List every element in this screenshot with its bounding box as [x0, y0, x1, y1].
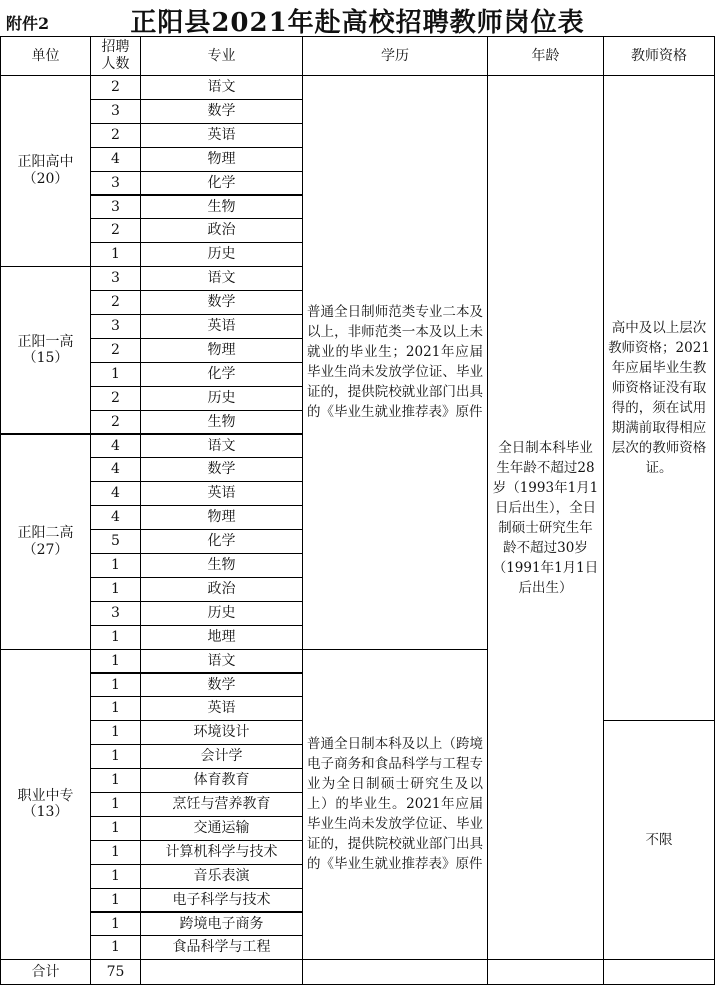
recruit-count: 3: [111, 102, 120, 119]
recruit-count: 3: [111, 270, 120, 287]
major-cell: [140, 840, 303, 865]
education-requirement: [302, 649, 488, 961]
major-cell: [140, 768, 303, 793]
total-label: 合计: [31, 963, 60, 980]
recruit-count: 1: [111, 748, 120, 765]
unit-cell: [0, 266, 91, 434]
recruit-count: 1: [111, 652, 120, 669]
unit-cell: [0, 649, 91, 961]
recruit-count: 2: [111, 341, 120, 358]
recruit-count-cell: [90, 362, 141, 387]
major-name: 交通运输: [193, 819, 250, 836]
major-cell: [140, 601, 303, 626]
total-blank-cell: [302, 959, 488, 985]
major-name: 历史: [207, 604, 236, 621]
major-name: 生物: [207, 413, 236, 430]
major-cell: [140, 553, 303, 578]
recruit-count-cell: [90, 816, 141, 841]
major-name: 跨境电子商务: [179, 915, 264, 932]
column-header: [603, 36, 715, 76]
major-name: 化学: [207, 533, 236, 550]
total-blank-cell: [487, 959, 604, 985]
unit-count: （13）: [22, 804, 69, 821]
major-cell: [140, 481, 303, 506]
major-name: 会计学: [200, 748, 243, 765]
unit-count: （27）: [22, 541, 69, 558]
major-name: 语文: [207, 652, 236, 669]
recruit-count: 1: [111, 557, 120, 574]
column-header-label: 教师资格: [631, 47, 687, 64]
qualification-text: 高中及以上层次教师资格；2021年应届毕业生教师资格证没有取得的，须在试用期满前取得相应层次的教师资格证。: [608, 320, 710, 477]
recruit-count-cell: [90, 625, 141, 650]
total-blank-cell: [140, 959, 303, 985]
recruit-count-cell: [90, 434, 141, 459]
document-header: [0, 0, 715, 36]
recruit-count: 3: [111, 198, 120, 215]
recruit-count: 4: [111, 150, 120, 167]
qualification-text: 不限: [645, 832, 673, 849]
major-cell: [140, 123, 303, 148]
column-header: [90, 36, 141, 76]
education-text: 普通全日制本科及以上（跨境电子商务和食品科学与工程专业为全日制硕士研究生及以上）的毕业生。2021年应届毕业生尚未发放学位证、毕业证的，提供院校就业部门出具的《毕业生就业推荐表》原件: [307, 736, 483, 873]
recruit-count: 1: [111, 939, 120, 956]
recruit-count: 2: [111, 294, 120, 311]
major-cell: [140, 410, 303, 435]
major-cell: [140, 195, 303, 220]
recruit-count-cell: [90, 99, 141, 124]
recruit-count-cell: [90, 410, 141, 435]
page-title: 正阳县2021年赴高校招聘教师岗位表: [130, 8, 585, 38]
major-cell: [140, 362, 303, 387]
major-name: 语文: [207, 79, 236, 96]
major-name: 环境设计: [193, 724, 250, 741]
major-name: 物理: [207, 509, 236, 526]
education-text: 普通全日制师范类专业二本及以上，非师范类一本及以上未就业的毕业生；2021年应届毕业生尚未发放学位证、毕业证的，提供院校就业部门出具的《毕业生就业推荐表》原件: [307, 304, 483, 421]
major-name: 数学: [207, 676, 236, 693]
total-label-cell: [0, 959, 91, 985]
major-cell: [140, 290, 303, 315]
recruit-count: 2: [111, 79, 120, 96]
education-requirement: [302, 75, 488, 650]
major-name: 食品科学与工程: [172, 939, 271, 956]
recruit-count-cell: [90, 553, 141, 578]
major-name: 计算机科学与技术: [165, 843, 278, 860]
major-cell: [140, 434, 303, 459]
total-value-cell: [90, 959, 141, 985]
age-requirement: [487, 75, 604, 960]
major-cell: [140, 338, 303, 363]
major-name: 化学: [207, 174, 236, 191]
recruit-count: 2: [111, 126, 120, 143]
major-name: 音乐表演: [193, 867, 250, 884]
recruit-count: 3: [111, 174, 120, 191]
major-cell: [140, 218, 303, 243]
unit-name: 正阳高中: [17, 154, 74, 171]
recruit-count: 2: [111, 413, 120, 430]
recruit-count-cell: [90, 649, 141, 674]
recruit-count-cell: [90, 386, 141, 411]
major-name: 烹饪与营养教育: [172, 796, 271, 813]
recruit-count-cell: [90, 912, 141, 937]
major-cell: [140, 171, 303, 196]
recruit-count-cell: [90, 529, 141, 554]
major-cell: [140, 792, 303, 817]
recruit-count: 1: [111, 772, 120, 789]
major-cell: [140, 888, 303, 913]
major-name: 物理: [207, 150, 236, 167]
recruit-count: 4: [111, 461, 120, 478]
recruit-count-cell: [90, 147, 141, 172]
recruit-count-cell: [90, 481, 141, 506]
major-cell: [140, 673, 303, 698]
unit-cell: [0, 434, 91, 650]
recruit-count: 2: [111, 389, 120, 406]
major-name: 体育教育: [193, 772, 250, 789]
major-name: 语文: [207, 270, 236, 287]
unit-name: 正阳二高: [17, 524, 74, 541]
major-name: 历史: [207, 246, 236, 263]
major-cell: [140, 242, 303, 267]
major-name: 英语: [207, 318, 236, 335]
major-name: 生物: [207, 557, 236, 574]
major-name: 数学: [207, 461, 236, 478]
major-name: 政治: [207, 222, 236, 239]
recruit-count-cell: [90, 218, 141, 243]
column-header: [0, 36, 91, 76]
column-header-label: 年龄: [531, 47, 560, 64]
recruit-count: 3: [111, 604, 120, 621]
recruit-count: 1: [111, 843, 120, 860]
recruit-count: 1: [111, 246, 120, 263]
recruit-count: 4: [111, 509, 120, 526]
column-header: [140, 36, 303, 76]
major-cell: [140, 720, 303, 745]
recruit-count-cell: [90, 864, 141, 889]
attachment-label: 附件2: [6, 14, 50, 33]
recruit-count-cell: [90, 792, 141, 817]
major-cell: [140, 505, 303, 530]
major-cell: [140, 864, 303, 889]
major-cell: [140, 529, 303, 554]
total-blank-cell: [603, 959, 715, 985]
recruit-count: 3: [111, 318, 120, 335]
major-cell: [140, 696, 303, 721]
column-header: [487, 36, 604, 76]
major-name: 英语: [207, 485, 236, 502]
recruit-count-cell: [90, 195, 141, 220]
recruit-count: 1: [111, 724, 120, 741]
total-value: 75: [106, 963, 125, 980]
recruit-count-cell: [90, 338, 141, 363]
major-name: 地理: [207, 628, 236, 645]
recruit-count-cell: [90, 171, 141, 196]
recruit-count: 1: [111, 676, 120, 693]
unit-count: （20）: [22, 171, 69, 188]
column-header-label: 专业: [207, 47, 236, 64]
recruit-count: 1: [111, 867, 120, 884]
recruit-count: 1: [111, 819, 120, 836]
major-name: 化学: [207, 365, 236, 382]
major-cell: [140, 935, 303, 960]
teacher-qualification: [603, 75, 715, 721]
major-cell: [140, 99, 303, 124]
major-name: 语文: [207, 437, 236, 454]
unit-name: 正阳一高: [17, 333, 74, 350]
major-name: 电子科学与技术: [172, 891, 271, 908]
recruit-count: 2: [111, 222, 120, 239]
major-cell: [140, 625, 303, 650]
column-header-label: 招聘人数: [101, 39, 130, 72]
major-name: 历史: [207, 389, 236, 406]
recruit-count-cell: [90, 935, 141, 960]
recruit-count: 4: [111, 485, 120, 502]
major-cell: [140, 147, 303, 172]
recruit-count-cell: [90, 242, 141, 267]
recruit-count: 4: [111, 437, 120, 454]
recruit-count: 1: [111, 580, 120, 597]
major-name: 英语: [207, 126, 236, 143]
major-cell: [140, 266, 303, 291]
major-name: 数学: [207, 102, 236, 119]
recruit-count: 1: [111, 796, 120, 813]
column-header-label: 单位: [31, 47, 60, 64]
recruit-count-cell: [90, 673, 141, 698]
major-cell: [140, 816, 303, 841]
major-name: 物理: [207, 341, 236, 358]
unit-name: 职业中专: [17, 787, 74, 804]
recruit-count: 1: [111, 365, 120, 382]
major-cell: [140, 744, 303, 769]
column-header: [302, 36, 488, 76]
recruit-count: 1: [111, 628, 120, 645]
unit-count: （15）: [22, 350, 69, 367]
recruit-count: 5: [111, 533, 120, 550]
major-name: 政治: [207, 580, 236, 597]
recruit-count-cell: [90, 123, 141, 148]
recruit-count-cell: [90, 457, 141, 482]
recruit-count-cell: [90, 744, 141, 769]
recruit-count-cell: [90, 840, 141, 865]
recruit-count-cell: [90, 266, 141, 291]
recruit-count-cell: [90, 577, 141, 602]
major-cell: [140, 649, 303, 674]
age-text: 全日制本科毕业生年龄不超过28岁（1993年1月1日后出生），全日制硕士研究生年龄不超过30岁（1991年1月1日后出生）: [492, 439, 599, 596]
recruit-count-cell: [90, 720, 141, 745]
recruit-count-cell: [90, 75, 141, 100]
recruit-count-cell: [90, 888, 141, 913]
recruit-count: 1: [111, 891, 120, 908]
major-cell: [140, 75, 303, 100]
recruit-count-cell: [90, 290, 141, 315]
major-cell: [140, 457, 303, 482]
recruit-count-cell: [90, 314, 141, 339]
major-name: 生物: [207, 198, 236, 215]
recruit-count: 1: [111, 915, 120, 932]
unit-cell: [0, 75, 91, 267]
major-name: 数学: [207, 294, 236, 311]
recruit-count-cell: [90, 601, 141, 626]
column-header-label: 学历: [381, 47, 409, 64]
major-cell: [140, 577, 303, 602]
major-cell: [140, 314, 303, 339]
major-cell: [140, 912, 303, 937]
recruit-count-cell: [90, 696, 141, 721]
recruit-count: 1: [111, 700, 120, 717]
teacher-qualification: [603, 720, 715, 960]
major-cell: [140, 386, 303, 411]
recruit-count-cell: [90, 505, 141, 530]
major-name: 英语: [207, 700, 236, 717]
recruit-count-cell: [90, 768, 141, 793]
